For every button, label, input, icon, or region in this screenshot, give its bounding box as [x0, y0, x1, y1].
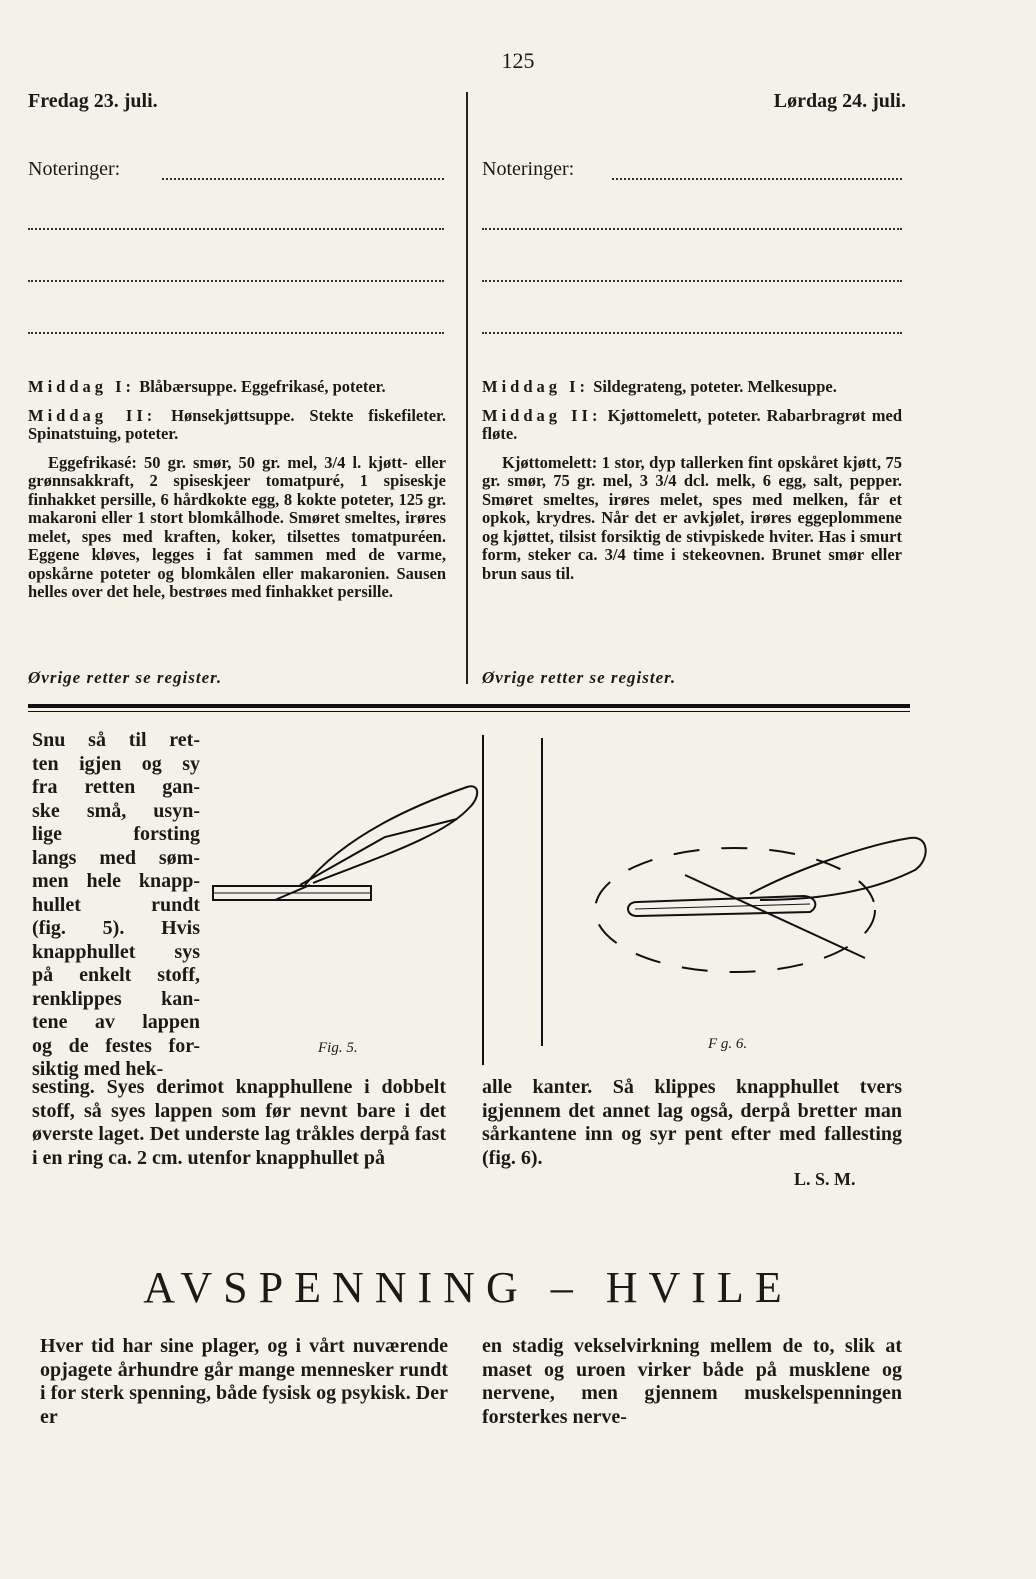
middag-1-right — [482, 378, 902, 397]
middag-2-label: Middag II: — [28, 405, 157, 425]
article-right-continued — [482, 1076, 902, 1170]
middag-1-text: Blåbærsuppe. Eggefrikasé, poteter. — [139, 377, 386, 396]
middag-2-text: Hønsekjøttsuppe. Stekte fiskefileter. Spinatstuing, poteter. — [28, 405, 446, 443]
notes-line-right-3[interactable] — [482, 280, 902, 282]
figure-5-caption: Fig. 5. — [318, 1040, 358, 1056]
page-number: 125 — [501, 48, 535, 73]
middag-2-text: Kjøttomelett, poteter. Rabarbragrøt med fløte. — [482, 405, 902, 443]
day-header-friday: Fredag 23. juli. — [28, 90, 158, 112]
recipe-title: Kjøttomelett: — [502, 452, 598, 472]
article-line: langs med søm- — [32, 846, 200, 869]
middag-2-left — [28, 407, 446, 444]
middag-1-label: Middag I: — [28, 377, 136, 396]
notes-line-right-4[interactable] — [482, 332, 902, 334]
section-rule-thick — [28, 704, 910, 708]
middag-1-label: Middag I: — [482, 377, 590, 396]
article-line: hullet rundt — [32, 893, 200, 916]
article-left-continued — [32, 1076, 446, 1170]
section-rule-thin — [28, 711, 910, 712]
recipe-eggefrikase — [28, 454, 446, 602]
article-narrow-column — [32, 729, 200, 1082]
notes-line-left-3[interactable] — [28, 280, 444, 282]
article-line: (fig. 5). Hvis — [32, 917, 200, 939]
other-dishes-left: Øvrige retter se register. — [28, 668, 223, 687]
article-line: knapphullet sys — [32, 940, 200, 963]
article-line: fra retten gan- — [32, 776, 200, 798]
notes-label-right: Noteringer: — [482, 158, 575, 180]
article-line: ske små, usyn- — [32, 799, 200, 822]
figure-5-diagram — [205, 725, 495, 1070]
recipe-kjottomelett — [482, 454, 902, 584]
recipe-text: 50 gr. smør, 50 gr. mel, 3/4 l. kjøtt- eller grønnsakkraft, 2 spiseskjeer tomatpuré, 1 spiseskje finhakket persille, 6 hårdkokte egg, 8 kokte poteter, 125 gr. makaroni eller 1 stort blomkålhode. Smøret smeltes, irøres melet, spes med kraften, koker, tilsettes tomatpuréen. Eggene kløves, legges i fat sammen med de varme, opskårne poteter og blomkålen eller makaronien. Sausen helles over det hele, bestrøes med finhakket persille. — [28, 452, 446, 601]
author-signature: L. S. M. — [794, 1169, 856, 1189]
article-line: og de festes for- — [32, 1034, 200, 1057]
article-line: lige forsting — [32, 823, 200, 845]
notes-line-left-4[interactable] — [28, 332, 444, 334]
section-text-left — [40, 1335, 448, 1429]
day-header-saturday: Lørdag 24. juli. — [773, 90, 906, 112]
article-line: Snu så til ret- — [32, 729, 200, 751]
article-line: ten igjen og sy — [32, 752, 200, 775]
notes-line-right-1[interactable] — [612, 178, 902, 180]
notes-line-left-2[interactable] — [28, 228, 444, 230]
recipe-block-left — [28, 378, 446, 612]
middag-1-left — [28, 378, 446, 397]
middag-1-text: Sildegrateng, poteter. Melkesuppe. — [593, 377, 837, 396]
section-right-paragraph: en stadig vekselvirkning mellem de to, slik at maset og uroen virker både på musklene og nervene, men gjennem muskelspenningen forsterkes nerve- — [482, 1335, 902, 1428]
column-divider — [466, 92, 468, 684]
recipe-text: 1 stor, dyp tallerken fint opskåret kjøtt, 75 gr. smør, 75 gr. mel, 3 3/4 dcl. melk, 6 egg, salt, pepper. Smøret smeltes, irøres melet, spes med melken, får et opkok, krydres. Når det er avkjølet, irøres eggeplommene og kjøttet, tilsist forsiktig de stivpiskede hviter. Has i smurt form, steker ca. 3/4 time i stekeovnen. Brunet smør eller brun saus til. — [482, 452, 902, 583]
middag-2-label: Middag II: — [482, 405, 602, 425]
article-line: renklippes kan- — [32, 987, 200, 1010]
other-dishes-right: Øvrige retter se register. — [482, 668, 677, 687]
article-right-text: alle kanter. Så klippes knapphullet tvers igjennem det annet lag også, derpå bretter man sårkantene inn og syr pent efter med fallesting (fig. 6). — [482, 1076, 902, 1169]
article-left-text: sesting. Syes derimot knapphullene i dobbelt stoff, så syes lappen som før nevnt bare i det øverste laget. Det underste lag tråkles derpå fast i en ring ca. 2 cm. utenfor knapphullet på — [32, 1076, 446, 1169]
section-text-right — [482, 1335, 902, 1429]
article-line: men hele knapp- — [32, 870, 200, 892]
section-left-paragraph: Hver tid har sine plager, og i vårt nuværende opjagete århundre går mange mennesker rundt i for sterk spenning, både fysisk og psykisk. Der er — [40, 1335, 448, 1428]
recipe-block-right — [482, 378, 902, 593]
notes-label-left: Noteringer: — [28, 158, 121, 180]
notes-line-left-1[interactable] — [162, 178, 444, 180]
section-headline: AVSPENNING – HVILE — [143, 1263, 793, 1312]
middag-2-right — [482, 407, 902, 444]
article-line: på enkelt stoff, — [32, 964, 200, 986]
figure-6-caption: F g. 6. — [708, 1036, 748, 1052]
recipe-title: Eggefrikasé: — [48, 452, 137, 472]
article-line: tene av lappen — [32, 1011, 200, 1033]
figure-6-diagram — [535, 730, 935, 1055]
article-line: siktig med hek- — [32, 1058, 164, 1080]
notes-line-right-2[interactable] — [482, 228, 902, 230]
